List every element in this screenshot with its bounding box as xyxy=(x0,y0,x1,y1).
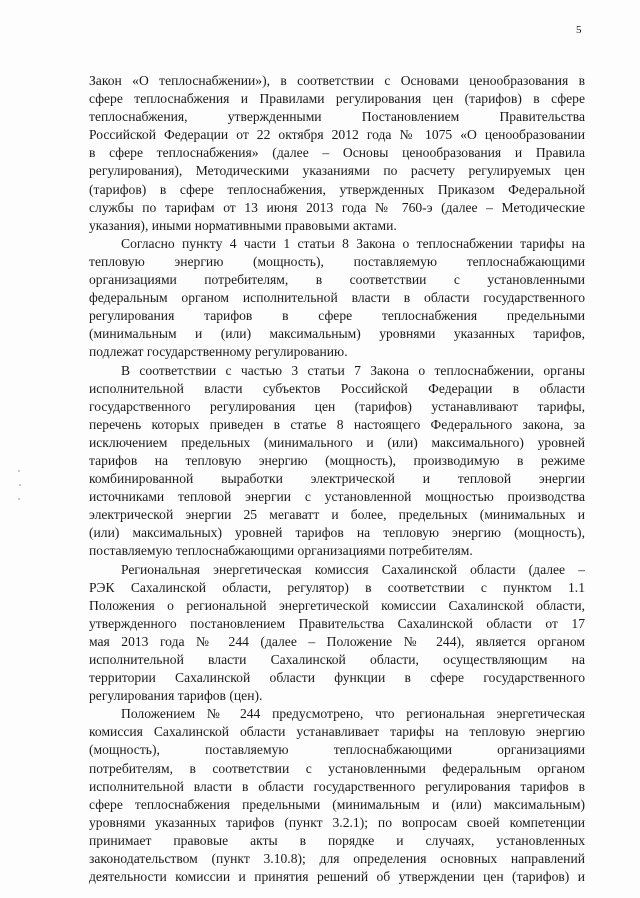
text-line: (тарифов) в сфере теплоснабжения, утвержденных Приказом Федеральной xyxy=(89,181,585,197)
scan-specks xyxy=(18,470,21,510)
text-line: тепловую энергию (мощность), поставляемую теплоснабжающими xyxy=(89,253,585,269)
text-line: деятельности комиссии и принятия решений об утверждении цен (тарифов) и xyxy=(89,869,585,885)
page-number: 5 xyxy=(576,24,582,36)
text-line: (минимальным и (или) максимальным) уровнями указанных тарифов, xyxy=(89,326,585,342)
text-line: потребителям, в соответствии с установленными федеральным органом xyxy=(89,760,585,776)
text-line: службы по тарифам от 13 июня 2013 года № 760-э (далее – Методические xyxy=(89,199,585,215)
text-line: регулирования тарифов (цен). xyxy=(89,688,263,704)
text-line: комбинированной выработки электрической и тепловой энергии xyxy=(89,471,585,487)
text-line: сфере теплоснабжения и Правилами регулирования цен (тарифов) в сфере xyxy=(89,91,585,107)
text-line: указания), иными нормативными правовыми актами. xyxy=(89,217,397,233)
text-line: (или) максимальных) уровней тарифов на тепловую энергию (мощность), xyxy=(89,525,585,541)
text-line: В соответствии с частью 3 статьи 7 Закона о теплоснабжении, органы xyxy=(121,362,585,378)
text-line: мая 2013 года № 244 (далее – Положение № 244), является органом xyxy=(89,633,585,649)
text-line: поставляемую теплоснабжающими организациями потребителям. xyxy=(89,543,473,559)
text-line: комиссия Сахалинской области устанавливает тарифы на тепловую энергию xyxy=(89,724,585,740)
text-line: регулирования), Методическими указаниями по расчету регулируемых цен xyxy=(89,163,585,179)
text-line: территории Сахалинской области функции в сфере государственного xyxy=(89,670,585,686)
text-line: Положением № 244 предусмотрено, что региональная энергетическая xyxy=(121,706,585,722)
text-line: (мощность), поставляемую теплоснабжающими организациями xyxy=(89,742,585,758)
text-line: государственного регулирования цен (тарифов) устанавливают тарифы, xyxy=(89,398,585,414)
text-line: Региональная энергетическая комиссия Сахалинской области (далее – xyxy=(121,561,585,577)
text-line: исполнительной власти Сахалинской области, осуществляющим на xyxy=(89,652,585,667)
text-line: законодательством (пункт 3.10.8); для определения основных направлений xyxy=(89,851,585,867)
text-line: организациями потребителям, в соответствии с установленными xyxy=(89,272,585,288)
text-line: сфере теплоснабжения предельными (минимальным и (или) максимальным) xyxy=(89,796,585,812)
text-line: в сфере теплоснабжения» (далее – Основы ценообразования и Правила xyxy=(89,145,585,161)
text-line: Согласно пункту 4 части 1 статьи 8 Закона о теплоснабжении тарифы на xyxy=(121,235,585,251)
text-line: Российской Федерации от 22 октября 2012 года № 1075 «О ценообразовании xyxy=(89,127,585,143)
text-line: федеральным органом исполнительной власти в области государственного xyxy=(89,290,585,306)
text-line: тарифов на тепловую энергию (мощность), производимую в режиме xyxy=(89,452,585,468)
text-line: уровнями указанных тарифов (пункт 3.2.1); по вопросам своей компетенции xyxy=(89,814,585,830)
text-line: подлежат государственному регулированию. xyxy=(89,344,348,360)
text-line: Положения о региональной энергетической комиссии Сахалинской области, xyxy=(89,597,585,613)
text-line: Закон «О теплоснабжении»), в соответствии с Основами ценообразования в xyxy=(89,73,585,88)
text-line: исполнительной власти субъектов Российской Федерации в области xyxy=(89,380,585,396)
text-line: РЭК Сахалинской области, регулятор) в соответствии с пунктом 1.1 xyxy=(89,579,585,595)
text-line: электрической энергии 25 мегаватт и более, предельных (минимальных и xyxy=(89,507,585,523)
text-line: теплоснабжения, утвержденными Постановлением Правительства xyxy=(89,109,585,125)
text-line: регулирования тарифов в сфере теплоснабжения предельными xyxy=(89,308,585,324)
text-line: утвержденного постановлением Правительства Сахалинской области от 17 xyxy=(89,615,585,631)
text-line: исполнительной власти в области государственного регулирования тарифов в xyxy=(89,778,585,794)
document-body xyxy=(89,72,585,886)
text-line: перечень которых приведен в статье 8 настоящего Федерального закона, за xyxy=(89,416,585,432)
text-line: исключением предельных (минимального и (или) максимального) уровней xyxy=(89,434,585,450)
text-line: принимает правовые акты в порядке и случаях, установленных xyxy=(89,832,585,848)
text-line: источниками тепловой энергии с установленной мощностью производства xyxy=(89,489,585,505)
